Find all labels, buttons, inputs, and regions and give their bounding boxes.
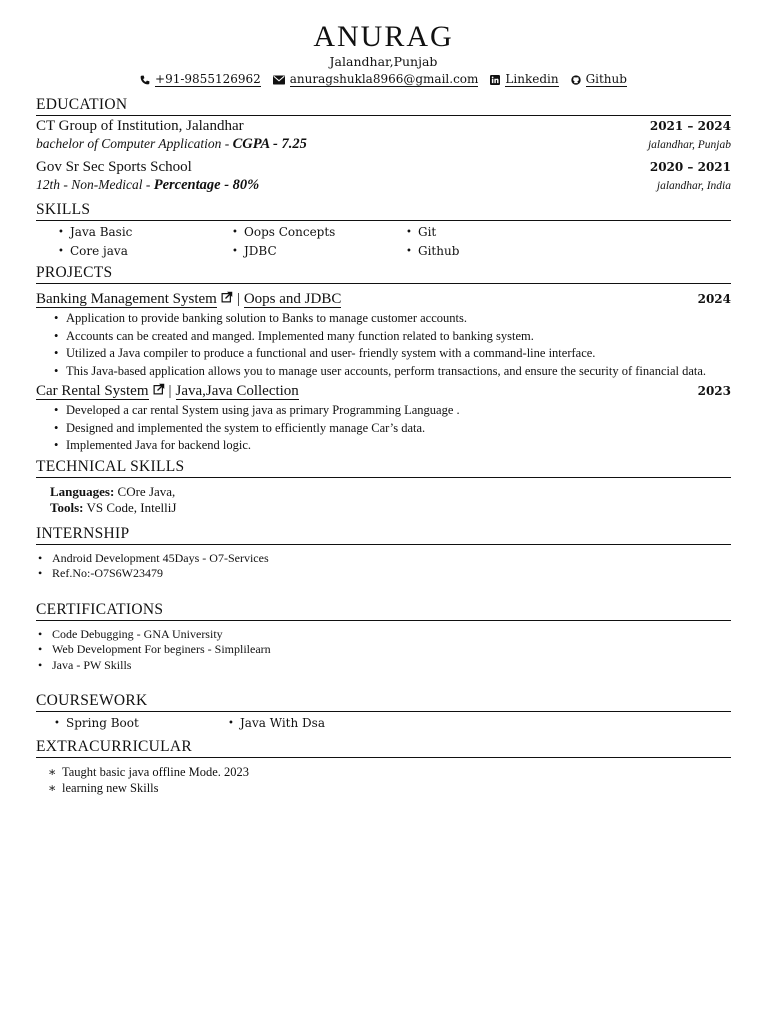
phone-link[interactable] (140, 72, 261, 87)
internship-item: • Android Development 45Days - O7-Services (36, 551, 731, 567)
project-bullet: • Implemented Java for backend logic. (54, 437, 731, 455)
coursework-heading: COURSEWORK (36, 691, 731, 712)
email-text: anuragshukla8966@gmail.com (289, 72, 479, 86)
education-item (36, 159, 731, 194)
project-bullet: • Designed and implemented the system to efficiently manage Car’s data. (54, 420, 731, 438)
project-year: 2024 (697, 292, 731, 306)
coursework-item: • Java With Dsa (228, 714, 402, 733)
project-tech: Oops and JDBC (243, 291, 342, 307)
certification-item: • Java - PW Skills (36, 658, 731, 674)
title-separator: | (236, 291, 240, 307)
coursework-grid (36, 714, 731, 733)
extracurricular-list (36, 764, 731, 796)
certification-item: • Code Debugging - GNA University (36, 627, 731, 643)
project-year: 2023 (697, 384, 731, 398)
certifications-section (36, 600, 731, 674)
project-title (36, 382, 299, 401)
internship-item: • Ref.No:-O7S6W23479 (36, 566, 731, 582)
education-section (36, 95, 731, 194)
project-bullet: • Application to provide banking solution to Banks to manage customer accounts. (54, 310, 731, 328)
github-link[interactable] (571, 72, 627, 87)
project-tech: Java,Java Collection (175, 383, 299, 399)
project-bullet: • This Java-based application allows you to manage user accounts, perform transactions, and ensure the security of financial data. (54, 363, 731, 381)
skills-grid (36, 223, 731, 261)
languages-line (50, 484, 731, 500)
linkedin-link[interactable] (490, 72, 558, 87)
project-title (36, 290, 341, 309)
coursework-item: • Spring Boot (54, 714, 228, 733)
project-bullet: • Utilized a Java compiler to produce a functional and user- friendly system with a command-line interface. (54, 345, 731, 363)
extracurricular-item: ∗ Taught basic java offline Mode. 2023 (48, 764, 731, 780)
linkedin-icon (490, 75, 500, 85)
education-item (36, 118, 731, 153)
languages-label: Languages: (50, 483, 115, 499)
internship-heading: INTERNSHIP (36, 524, 731, 545)
candidate-name: ANURAG (313, 20, 454, 53)
degree-score: CGPA - 7.25 (232, 136, 307, 152)
projects-heading: PROJECTS (36, 263, 731, 284)
external-link-icon[interactable] (221, 290, 233, 309)
skills-heading: SKILLS (36, 200, 731, 221)
technical-skills-heading: TECHNICAL SKILLS (36, 457, 731, 478)
degree-line (36, 135, 307, 153)
skill-item: • Github (406, 242, 580, 261)
languages-value: COre Java, (117, 483, 176, 499)
skills-section (36, 200, 731, 261)
skill-item: • JDBC (232, 242, 406, 261)
projects-section (36, 263, 731, 455)
extracurricular-heading: EXTRACURRICULAR (36, 737, 731, 758)
skill-item: • Git (406, 223, 580, 242)
tools-line (50, 500, 731, 516)
internship-list (36, 551, 731, 582)
extracurricular-section (36, 737, 731, 796)
resume-page (36, 18, 731, 796)
certifications-list (36, 627, 731, 674)
degree-score: Percentage - 80% (153, 177, 260, 193)
envelope-icon (273, 75, 285, 85)
degree-line (36, 176, 259, 194)
project-bullet: • Developed a car rental System using java as primary Programming Language . (54, 402, 731, 420)
degree-text: bachelor of Computer Application - (36, 136, 233, 151)
education-location: jalandhar, India (656, 180, 731, 192)
contact-bar (36, 72, 731, 87)
education-dates: 2020 – 2021 (649, 160, 731, 174)
email-link[interactable] (273, 72, 479, 87)
internship-section (36, 524, 731, 582)
project-header (36, 382, 731, 401)
education-location: jalandhar, Punjab (647, 139, 731, 151)
technical-skills-block (36, 484, 731, 516)
title-separator: | (168, 383, 172, 399)
project-name-link[interactable]: Banking Management System (36, 291, 217, 307)
github-text: Github (585, 72, 627, 86)
skill-item: • Core java (58, 242, 232, 261)
project-header (36, 290, 731, 309)
degree-text: 12th - Non-Medical - (36, 177, 154, 192)
linkedin-text: Linkedin (505, 72, 559, 86)
technical-skills-section (36, 457, 731, 516)
certifications-heading: CERTIFICATIONS (36, 600, 731, 621)
github-icon (571, 75, 581, 85)
education-heading: EDUCATION (36, 95, 731, 116)
project-name-link[interactable]: Car Rental System (36, 383, 149, 399)
skill-item: • Oops Concepts (232, 223, 406, 242)
tools-label: Tools: (50, 499, 84, 515)
candidate-location: Jalandhar,Punjab (329, 54, 438, 69)
phone-icon (140, 75, 150, 85)
project-bullet: • Accounts can be created and manged. Implemented many function related to banking system. (54, 328, 731, 346)
tools-value: VS Code, IntelliJ (86, 499, 177, 515)
coursework-section (36, 691, 731, 733)
external-link-icon[interactable] (153, 382, 165, 401)
skill-item: • Java Basic (58, 223, 232, 242)
certification-item: • Web Development For beginers - Simplilearn (36, 642, 731, 658)
extracurricular-item: ∗ learning new Skills (48, 780, 731, 796)
project-bullets (36, 402, 731, 455)
institution-name: CT Group of Institution, Jalandhar (36, 118, 244, 134)
institution-name: Gov Sr Sec Sports School (36, 159, 192, 175)
project-bullets (36, 310, 731, 380)
education-dates: 2021 – 2024 (649, 119, 731, 133)
phone-text: +91-9855126962 (155, 72, 261, 86)
